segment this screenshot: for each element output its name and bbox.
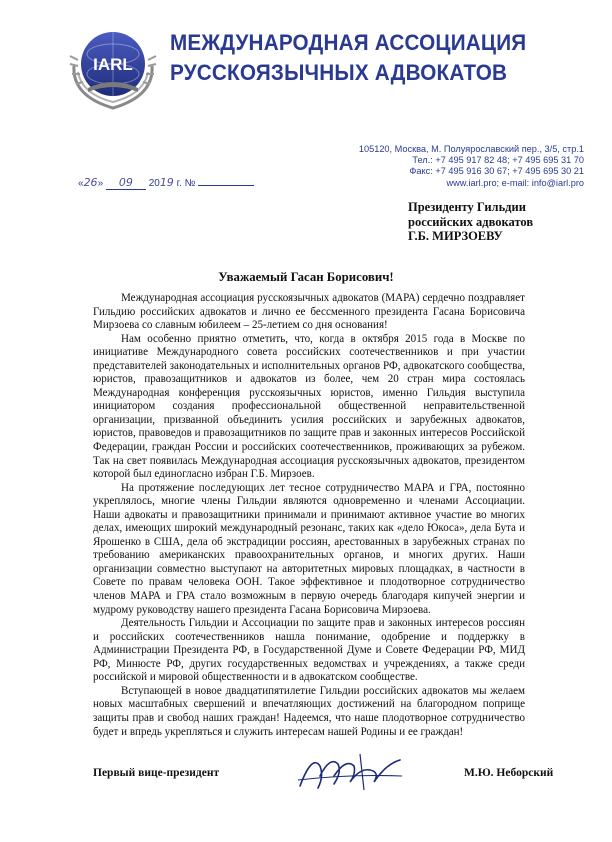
number-label: г. № bbox=[173, 178, 196, 189]
phone-line: Тел.: +7 495 917 82 48; +7 495 695 31 70 bbox=[412, 155, 584, 166]
web-email-line: www.iarl.pro; e-mail: info@iarl.pro bbox=[446, 177, 584, 188]
fax-line: Факс: +7 495 916 30 67; +7 495 695 30 21 bbox=[409, 166, 584, 177]
signatory-title: Первый вице-президент bbox=[93, 767, 220, 779]
iarl-logo-icon bbox=[68, 26, 158, 112]
contact-block bbox=[264, 144, 584, 189]
date-quote-open: « bbox=[78, 178, 84, 189]
outgoing-date-number bbox=[78, 176, 254, 190]
paragraph: Вступающей в новое двадцатипятилетие Гильдии российских адвокатов мы желаем новых масштабных свершений и впечатляющих достижений на благородном поприще защиты прав и свобод наших граждан! Надеемся, что наше плодотворное сотрудничество будет и впредь укрепляться и служить интересам нашей Родины и ее граждан! bbox=[93, 684, 525, 738]
salutation: Уважаемый Гасан Борисович! bbox=[218, 270, 394, 284]
signatory-name: М.Ю. Неборский bbox=[464, 767, 554, 779]
paragraph: На протяжение последующих лет тесное сотрудничество МАРА и ГРА, постоянно укреплялось, многие члены Гильдии являются одновременно и членами Ассоциации. Наши адвокаты и правозащитники принимали и принимают активное участие во многих делах, имеющих широкий международный резонанс, таких как «дело Юкоса», дела Бута и Ярошенко в США, дела об экстрадиции россиян, арестованных в зарубежных странах по требованию американских правоохранительных органов, и многих других. Наши организации совместно выступают на авторитетных мировых площадках, в частности в Совете по правам человека ООН. Такое эффективное и плодотворное сотрудничество членов МАРА и ГРА стало возможным в первую очередь благодаря кипучей энергии и мудрому руководству нашего президента Гасана Борисовича Мирзоева. bbox=[93, 481, 525, 616]
recipient-line3: Г.Б. МИРЗОЕВУ bbox=[408, 229, 503, 243]
org-name-line1: МЕЖДУНАРОДНАЯ АССОЦИАЦИЯ bbox=[170, 30, 527, 55]
logo-text: IARL bbox=[93, 55, 133, 74]
date-month-field bbox=[106, 176, 146, 190]
paragraph: Нам особенно приятно отметить, что, когда в октября 2015 года в Москве по инициативе Международного совета российских соотечественников и при участии представителей законодательных и исполнительных органов РФ, адвокатского сообщества, юристов, правозащитников и адвокатов из более, чем 20 стран мира состоялась Международная конференция русскоязычных юристов, именно Гильдия выступила инициатором создания профессиональной общественной неправительственной организации, призванной объединить усилия российских и зарубежных адвокатов, юристов, правоведов и правозащитников по защите прав и законных интересов Российской Федерации, граждан России и российских соотечественников, проживающих за рубежом. Так на свет появилась Международная ассоциация русскоязычных адвокатов, президентом которой был единогласно избран Г.Б. Мирзоев. bbox=[93, 332, 525, 481]
date-month: 09 bbox=[118, 176, 133, 189]
paragraph: Деятельность Гильдии и Ассоциации по защите прав и законных интересов россиян и российских соотечественников нашла понимание, одобрение и поддержку в Администрации Президента РФ, в Государственной Думе и Совете Федерации РФ, МИД РФ, Минюсте РФ, других государственных ведомствах и учреждениях, а также среди российской и мировой общественности и в адвокатском сообществе. bbox=[93, 617, 525, 684]
date-day: 26 bbox=[83, 176, 98, 189]
date-year: 19 bbox=[159, 176, 174, 189]
org-name-line2: РУССКОЯЗЫЧНЫХ АДВОКАТОВ bbox=[170, 60, 508, 85]
letter-body bbox=[93, 292, 525, 739]
recipient-line2: российских адвокатов bbox=[408, 214, 534, 229]
recipient-line1: Президенту Гильдии bbox=[408, 200, 526, 214]
handwritten-signature bbox=[290, 746, 410, 796]
date-quote-close: » bbox=[97, 178, 104, 189]
recipient-block bbox=[408, 200, 533, 244]
number-blank bbox=[198, 185, 254, 186]
date-year-prefix: 20 bbox=[148, 178, 160, 189]
organization-name bbox=[170, 28, 557, 88]
address-line: 105120, Москва, М. Полуярославский пер., 3/5, стр.1 bbox=[358, 144, 584, 154]
paragraph: Международная ассоциация русскоязычных адвокатов (МАРА) сердечно поздравляет Гильдию российских адвокатов и лично ее бессменного президента Гасана Борисовича Мирзоева со славным юбилеем – 25-летием со дня основания! bbox=[93, 292, 525, 332]
